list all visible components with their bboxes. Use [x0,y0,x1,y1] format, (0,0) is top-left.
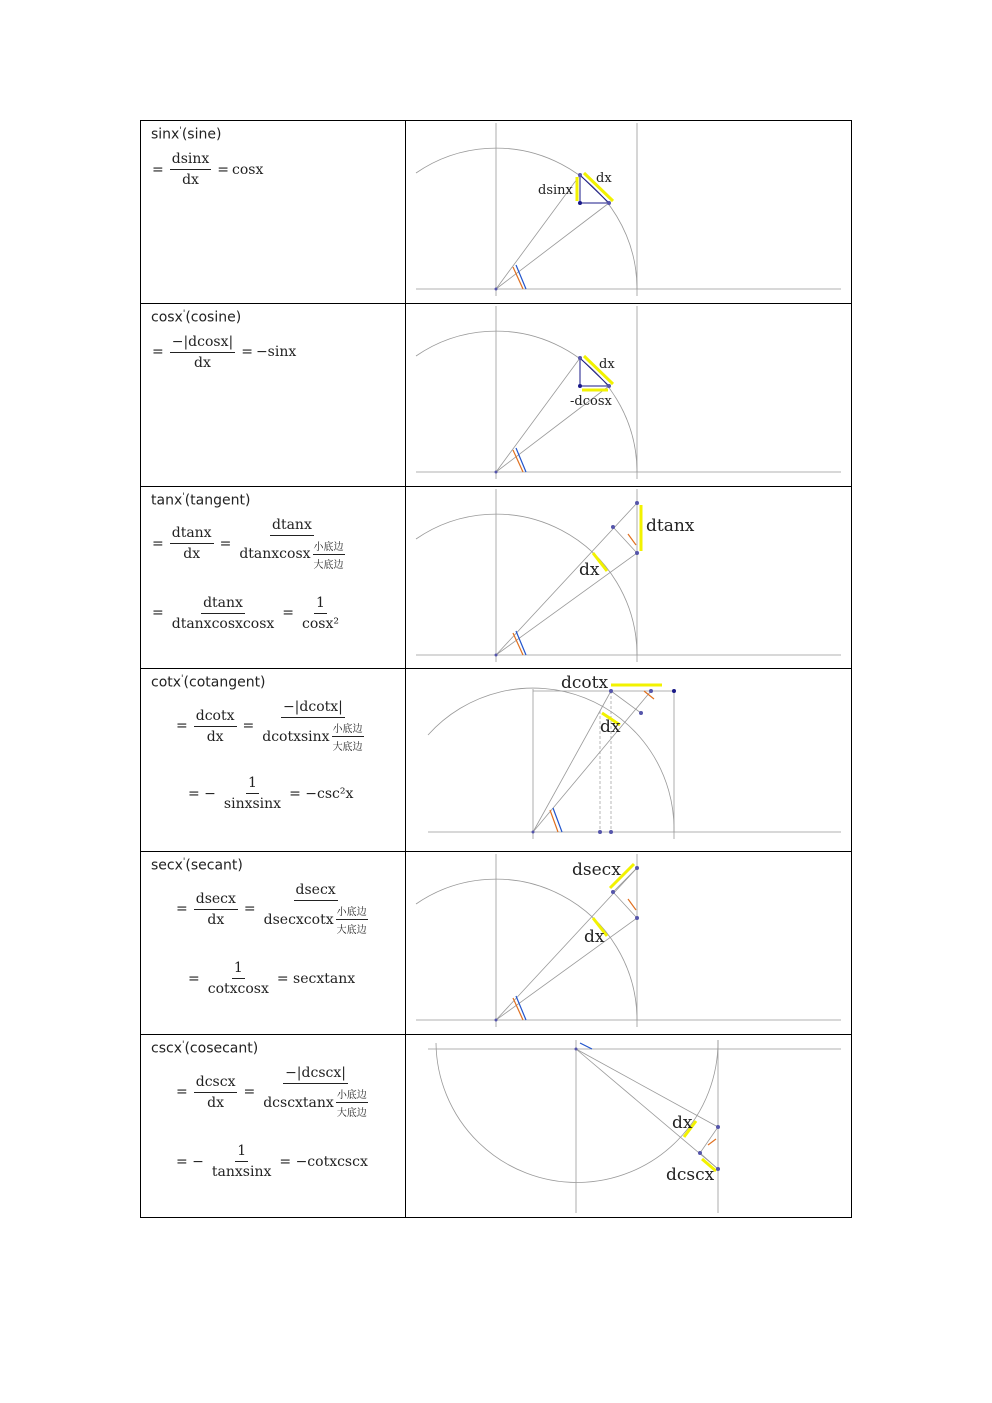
diagram-cell-cosecant [406,1035,852,1218]
derivative-equation-2: = $\frac{dtanx}{\text{dtanxcosxcosx}}$ = $\frac{1}{\text{cosx²}}$ [152,594,339,632]
label-dcosx: -dcosx [570,393,612,409]
label-dx: dx [579,559,600,580]
diagram-cell-secant [406,852,852,1035]
label-dcscx: dcscx [666,1165,715,1186]
sine-diagram [406,121,851,302]
table-row-cotangent [141,669,852,852]
label-dx: dx [584,927,605,948]
formula-cell-cotangent [141,669,406,852]
derivative-equation: = $\frac{dsecx}{dx}$ = dsecx dsecxcotx $\frac{\text{小底边}}{\text{大底边}}$ [176,882,367,937]
label-dsinx: dsinx [538,183,573,198]
derivative-equation: = $\frac{dsinx}{dx}$ = cosx [152,151,264,188]
label-dx: dx [672,1113,693,1134]
function-title: secx'(secant) [151,857,243,874]
label-dx: dx [599,356,615,372]
secant-diagram [406,852,851,1033]
derivative-equation-2: = $\frac{1}{\text{cotxcosx}}$ = secxtanx [188,960,356,998]
diagram-cell-cotangent [406,669,852,852]
table-row-secant [141,852,852,1035]
derivative-equation: = $\frac{-|dcosx|}{dx}$ = −sinx [152,333,297,371]
label-dsecx: dsecx [572,860,621,881]
derivative-equation-2: = − $\frac{1}{\text{tanxsinx}}$ = −cotxcscx [176,1143,368,1181]
function-title: cosx'(cosine) [151,308,242,326]
table-row-tangent [141,486,852,669]
formula-cell-sine [141,121,406,304]
label-dx: dx [600,717,621,738]
function-title: sinx'(sine) [151,126,222,143]
function-title: tanx'(tangent) [151,491,251,509]
derivative-equation-2: = − $\frac{1}{\text{sinxsinx}}$ = −csc²x [188,775,354,813]
table-row-cosecant [141,1035,852,1218]
formula-cell-cosecant [141,1035,406,1218]
cosine-diagram [406,304,851,485]
tangent-diagram [406,487,851,668]
table-row-sine [141,121,852,304]
diagram-cell-sine [406,121,852,304]
diagram-cell-cosine [406,303,852,486]
cosecant-diagram [406,1035,851,1216]
label-dcotx: dcotx [561,673,609,694]
function-title: cscx'(cosecant) [151,1040,259,1057]
formula-cell-cosine [141,303,406,486]
diagram-cell-tangent [406,486,852,669]
function-title: cotx'(cotangent) [151,674,266,692]
label-dx: dx [596,171,612,186]
formula-cell-tangent [141,486,406,669]
derivative-equation: = $\frac{dtanx}{dx}$ = dtanx dtanxcosx $\frac{\text{小底边}}{\text{大底边}}$ [152,516,344,571]
table-row-cosine [141,303,852,486]
derivative-table [140,120,852,1218]
derivative-equation: = $\frac{dcscx}{dx}$ = −|dcscx| dcscxtanx $\frac{\text{小底边}}{\text{大底边}}$ [176,1065,367,1120]
formula-cell-secant [141,852,406,1035]
label-dtanx: dtanx [646,515,695,536]
cotangent-diagram [406,669,851,850]
derivative-equation: = $\frac{dcotx}{dx}$ = −|dcotx| dcotxsinx $\frac{\text{小底边}}{\text{大底边}}$ [176,699,363,754]
